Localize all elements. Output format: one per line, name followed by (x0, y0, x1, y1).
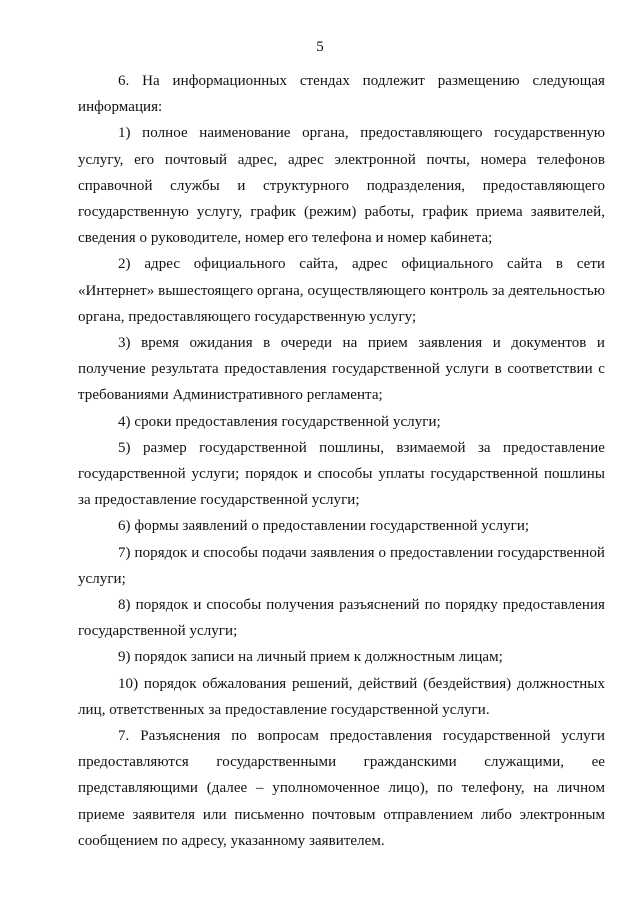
list-item-2-website: 2) адрес официального сайта, адрес официального сайта в сети «Интернет» вышестоящего органа, осуществляющего контроль за деятельностью органа, предоставляющего государственную услугу; (78, 256, 605, 325)
list-item-7-submission-methods: 7) порядок и способы подачи заявления о предоставлении государственной услуги; (78, 544, 605, 587)
list-item-9-appointment: 9) порядок записи на личный прием к должностным лицам; (118, 649, 503, 666)
paragraph-item-7: 7. Разъяснения по вопросам предоставления государственной услуги предоставляются государственными гражданскими служащими, ее представляющими (далее – уполномоченное лицо), по телефону, на личном приеме заявителя или письменно почтовым отправлением либо электронным сообщением по адресу, указанному заявителем. (78, 728, 605, 849)
list-item-4-terms: 4) сроки предоставления государственной услуги; (118, 413, 441, 430)
list-item-8-clarifications: 8) порядок и способы получения разъяснений по порядку предоставления государственной услуги; (78, 597, 605, 640)
document-body (78, 68, 605, 854)
list-item-5-state-fee: 5) размер государственной пошлины, взимаемой за предоставление государственной услуги; порядок и способы уплаты государственной пошлины за предоставление государственной услуги; (78, 439, 605, 509)
list-item-6-application-forms: 6) формы заявлений о предоставлении государственной услуги; (118, 518, 530, 535)
list-item-10-appeal: 10) порядок обжалования решений, действий (бездействия) должностных лиц, ответственных за предоставление государственной услуги. (78, 675, 605, 718)
list-item-3-waiting-time: 3) время ожидания в очереди на прием заявления и документов и получение результата предоставления государственной услуги в соответствии с требованиями Административного регламента; (78, 335, 605, 404)
paragraph-item-6: 6. На информационных стендах подлежит размещению следующая информация: (78, 73, 605, 116)
list-item-1-organ-info: 1) полное наименование органа, предоставляющего государственную услугу, его почтовый адрес, адрес электронной почты, номера телефонов справочной службы и структурного подразделения, предоставляющего государственную услугу, график (режим) работы, график приема заявителей, сведения о руководителе, номер его телефона и номер кабинета; (78, 125, 605, 247)
page-number: 5 (316, 39, 324, 55)
